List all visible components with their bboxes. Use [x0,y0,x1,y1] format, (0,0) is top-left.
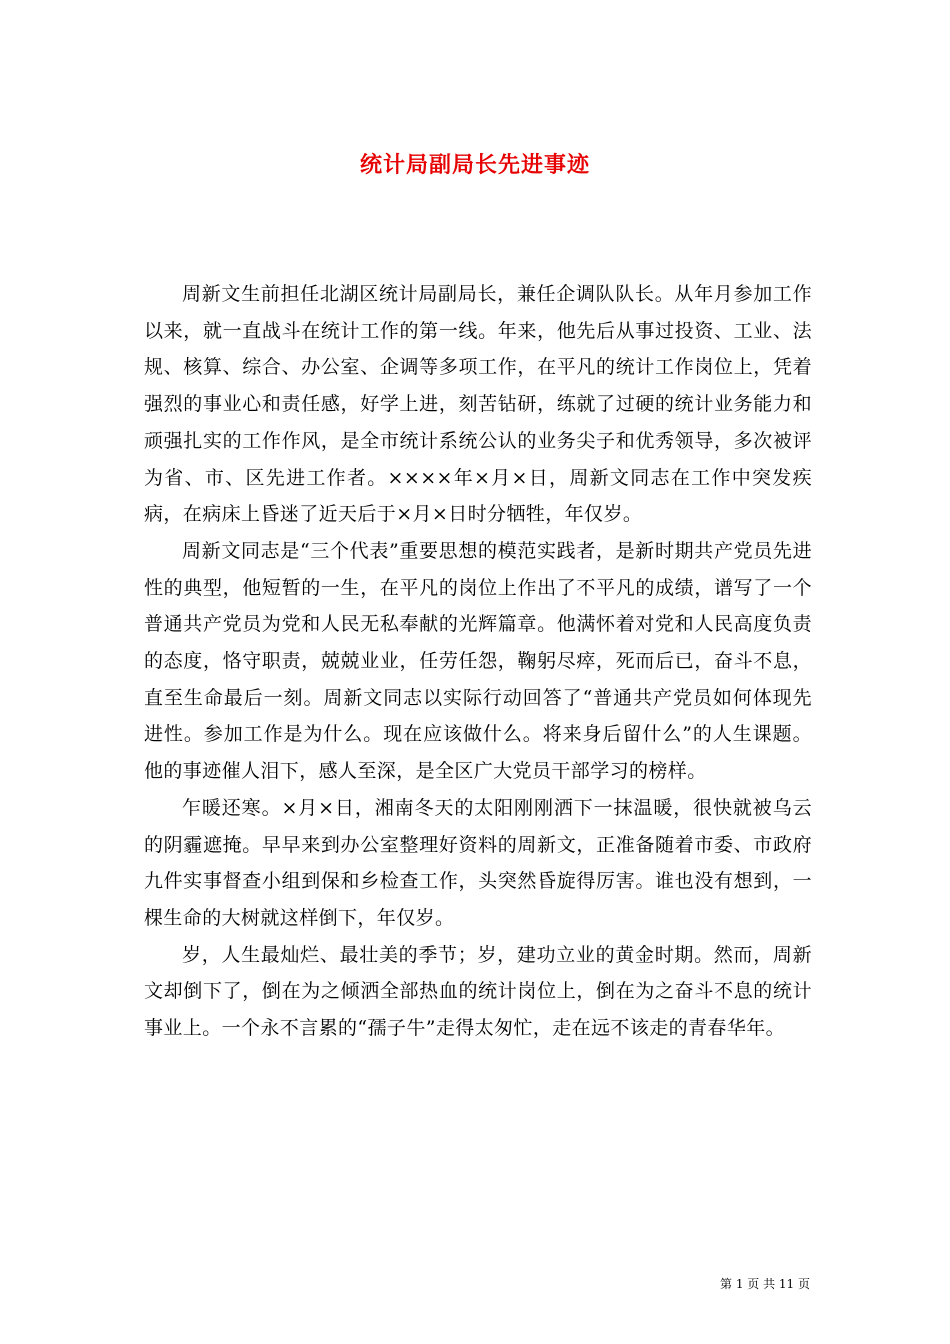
paragraph-1: 周新文生前担任北湖区统计局副局长，兼任企调队队长。从年月参加工作以来，就一直战斗在统计工作的第一线。年来，他先后从事过投资、工业、法规、核算、综合、办公室、企调等多项工作，在平凡的统计工作岗位上，凭着强烈的事业心和责任感，好学上进，刻苦钻研，练就了过硬的统计业务能力和顽强扎实的工作作风，是全市统计系统公认的业务尖子和优秀领导，多次被评为省、市、区先进工作者。××××年×月×日，周新文同志在工作中突发疾病，在病床上昏迷了近天后于×月×日时分牺牲，年仅岁。 [144,283,812,526]
page-number-footer: 第 1 页 共 11 页 [720,1277,810,1291]
paragraph-2: 周新文同志是“三个代表”重要思想的模范实践者，是新时期共产党员先进性的典型，他短暂的一生，在平凡的岗位上作出了不平凡的成绩，谱写了一个普通共产党员为党和人民无私奉献的光辉篇章。他满怀着对党和人民高度负责的态度，恪守职责，兢兢业业，任劳任怨，鞠躬尽瘁，死而后已，奋斗不息，直至生命最后一刻。周新文同志以实际行动回答了“普通共产党员如何体现先进性。参加工作是为什么。现在应该做什么。将来身后留什么”的人生课题。他的事迹催人泪下，感人至深，是全区广大党员干部学习的榜样。 [144,539,812,783]
document-title: 统计局副局长先进事迹 [359,151,590,178]
document-body [144,276,812,1047]
paragraph-4: 岁，人生最灿烂、最壮美的季节；岁，建功立业的黄金时期。然而，周新文却倒下了，倒在为之倾洒全部热血的统计岗位上，倒在为之奋斗不息的统计事业上。一个永不言累的“孺子牛”走得太匆忙，走在远不该走的青春华年。 [144,943,812,1040]
paragraph-3: 乍暖还寒。×月×日，湘南冬天的太阳刚刚洒下一抹温暖，很快就被乌云的阴霾遮掩。早早来到办公室整理好资料的周新文，正准备随着市委、市政府九件实事督查小组到保和乡检查工作，头突然昏旋得厉害。谁也没有想到，一棵生命的大树就这样倒下，年仅岁。 [144,796,812,929]
